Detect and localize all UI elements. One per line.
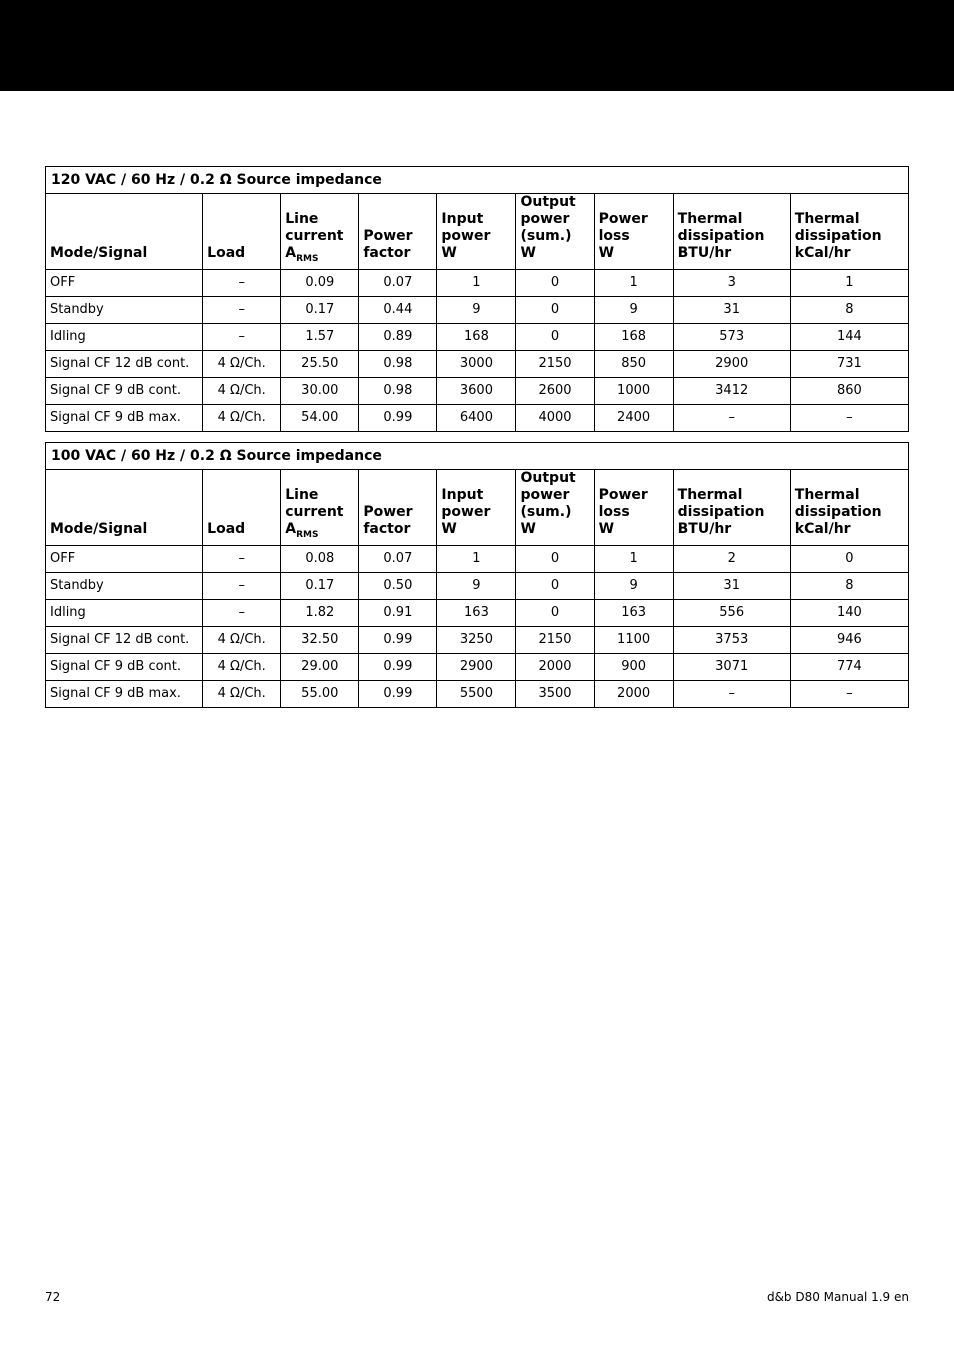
column-header-input-power [437, 194, 516, 270]
cell-power-loss: 168 [594, 324, 673, 351]
cell-line-current: 30.00 [281, 378, 359, 405]
cell-output-power: 0 [516, 546, 594, 573]
table-caption: 100 VAC / 60 Hz / 0.2 Ω Source impedance [46, 443, 909, 470]
column-header-label [678, 487, 786, 538]
column-header-label [207, 521, 276, 538]
cell-thermal-kcal: 140 [790, 600, 908, 627]
table-row [46, 378, 909, 405]
column-header-text: Power factor [363, 228, 413, 261]
cell-power-loss: 2000 [594, 681, 673, 708]
cell-load: – [203, 573, 281, 600]
cell-input-power: 1 [437, 546, 516, 573]
cell-load: 4 Ω/Ch. [203, 378, 281, 405]
cell-input-power: 163 [437, 600, 516, 627]
cell-load: – [203, 324, 281, 351]
cell-mode: Idling [46, 324, 203, 351]
cell-thermal-btu: 3 [673, 270, 790, 297]
cell-output-power: 3500 [516, 681, 594, 708]
cell-load: – [203, 600, 281, 627]
cell-line-current: 29.00 [281, 654, 359, 681]
table-row [46, 600, 909, 627]
cell-input-power: 3000 [437, 351, 516, 378]
cell-power-factor: 0.50 [359, 573, 437, 600]
column-header-text: Load [207, 521, 246, 537]
cell-input-power: 2900 [437, 654, 516, 681]
cell-thermal-btu: 3753 [673, 627, 790, 654]
cell-load: 4 Ω/Ch. [203, 627, 281, 654]
column-header-load [203, 470, 281, 546]
column-header-text: Mode/Signal [50, 521, 148, 537]
cell-line-current: 0.09 [281, 270, 359, 297]
cell-line-current: 32.50 [281, 627, 359, 654]
page-number: 72 [45, 1290, 61, 1304]
cell-input-power: 3250 [437, 627, 516, 654]
cell-line-current: 0.17 [281, 297, 359, 324]
column-header-subscript: RMS [296, 253, 319, 264]
cell-load: 4 Ω/Ch. [203, 405, 281, 432]
cell-thermal-kcal: 8 [790, 297, 908, 324]
column-header-label [795, 487, 904, 538]
cell-mode: Signal CF 9 dB cont. [46, 378, 203, 405]
column-header-label [363, 228, 432, 262]
cell-power-factor: 0.99 [359, 627, 437, 654]
cell-mode: Signal CF 9 dB max. [46, 405, 203, 432]
cell-input-power: 6400 [437, 405, 516, 432]
column-header-load [203, 194, 281, 270]
column-header-subscript: RMS [296, 529, 319, 540]
cell-power-loss: 1000 [594, 378, 673, 405]
column-header-text: Power loss W [598, 487, 648, 537]
document-title: d&b D80 Manual 1.9 en [766, 1290, 909, 1304]
cell-load: 4 Ω/Ch. [203, 351, 281, 378]
cell-power-factor: 0.07 [359, 270, 437, 297]
column-header-text: Input power W [441, 487, 491, 537]
cell-thermal-kcal: – [790, 681, 908, 708]
power-table-1 [45, 166, 909, 432]
cell-output-power: 0 [516, 297, 594, 324]
cell-mode: Signal CF 9 dB cont. [46, 654, 203, 681]
cell-power-loss: 163 [594, 600, 673, 627]
cell-thermal-kcal: 144 [790, 324, 908, 351]
cell-power-factor: 0.98 [359, 351, 437, 378]
cell-power-loss: 2400 [594, 405, 673, 432]
column-header-mode [46, 194, 203, 270]
cell-thermal-kcal: 946 [790, 627, 908, 654]
cell-load: – [203, 546, 281, 573]
cell-thermal-kcal: 731 [790, 351, 908, 378]
cell-output-power: 0 [516, 324, 594, 351]
table-row [46, 681, 909, 708]
cell-thermal-btu: – [673, 681, 790, 708]
cell-input-power: 9 [437, 297, 516, 324]
cell-mode: Idling [46, 600, 203, 627]
column-header-thermal-btu [673, 194, 790, 270]
cell-mode: Standby [46, 297, 203, 324]
column-header-label [50, 245, 198, 262]
cell-mode: OFF [46, 546, 203, 573]
column-header-text: Output power (sum.) W [520, 194, 576, 261]
cell-line-current: 1.57 [281, 324, 359, 351]
column-header-text: Mode/Signal [50, 245, 148, 261]
cell-thermal-kcal: – [790, 405, 908, 432]
cell-output-power: 2600 [516, 378, 594, 405]
cell-thermal-btu: 2 [673, 546, 790, 573]
cell-line-current: 54.00 [281, 405, 359, 432]
cell-power-factor: 0.98 [359, 378, 437, 405]
cell-thermal-btu: 3412 [673, 378, 790, 405]
cell-power-loss: 900 [594, 654, 673, 681]
column-header-label [599, 211, 669, 262]
column-header-thermal-kcal [790, 194, 908, 270]
cell-output-power: 0 [516, 600, 594, 627]
cell-input-power: 9 [437, 573, 516, 600]
cell-line-current: 25.50 [281, 351, 359, 378]
column-header-text: Load [207, 245, 246, 261]
column-header-text: Thermal dissipation BTU/hr [677, 487, 765, 537]
column-header-text: Thermal dissipation BTU/hr [677, 211, 765, 261]
column-header-line-current [281, 194, 359, 270]
table-row [46, 405, 909, 432]
column-header-text: Thermal dissipation kCal/hr [794, 211, 882, 261]
column-header-label [441, 487, 511, 538]
cell-mode: Standby [46, 573, 203, 600]
cell-thermal-btu: – [673, 405, 790, 432]
column-header-text: Output power (sum.) W [520, 470, 576, 537]
cell-mode: OFF [46, 270, 203, 297]
header-bar [0, 0, 954, 91]
column-header-label [795, 211, 904, 262]
column-header-text: Line current A [285, 487, 344, 537]
column-header-input-power [437, 470, 516, 546]
column-header-power-loss [594, 194, 673, 270]
column-header-mode [46, 470, 203, 546]
column-header-text: Line current A [285, 211, 344, 261]
table-row [46, 654, 909, 681]
cell-input-power: 3600 [437, 378, 516, 405]
cell-thermal-btu: 31 [673, 297, 790, 324]
cell-output-power: 2000 [516, 654, 594, 681]
cell-power-factor: 0.99 [359, 405, 437, 432]
cell-output-power: 2150 [516, 627, 594, 654]
cell-power-factor: 0.99 [359, 681, 437, 708]
column-header-power-factor [359, 470, 437, 546]
cell-thermal-kcal: 1 [790, 270, 908, 297]
cell-output-power: 0 [516, 270, 594, 297]
cell-thermal-kcal: 774 [790, 654, 908, 681]
cell-output-power: 0 [516, 573, 594, 600]
cell-power-factor: 0.99 [359, 654, 437, 681]
column-header-label [363, 504, 432, 538]
table-row [46, 546, 909, 573]
cell-input-power: 5500 [437, 681, 516, 708]
column-header-thermal-kcal [790, 470, 908, 546]
cell-power-loss: 850 [594, 351, 673, 378]
cell-thermal-btu: 573 [673, 324, 790, 351]
cell-line-current: 55.00 [281, 681, 359, 708]
column-header-label [520, 194, 589, 262]
power-table-2 [45, 442, 909, 708]
column-header-label [207, 245, 276, 262]
cell-input-power: 168 [437, 324, 516, 351]
cell-load: – [203, 270, 281, 297]
table-row [46, 324, 909, 351]
table-row [46, 627, 909, 654]
column-header-label [520, 470, 589, 538]
cell-power-loss: 1100 [594, 627, 673, 654]
cell-power-factor: 0.91 [359, 600, 437, 627]
cell-line-current: 0.08 [281, 546, 359, 573]
table-row [46, 297, 909, 324]
column-header-power-loss [594, 470, 673, 546]
cell-thermal-btu: 556 [673, 600, 790, 627]
column-header-text: Input power W [441, 211, 491, 261]
column-header-label [285, 211, 354, 262]
cell-thermal-kcal: 0 [790, 546, 908, 573]
cell-power-loss: 9 [594, 297, 673, 324]
cell-line-current: 1.82 [281, 600, 359, 627]
column-header-text: Power factor [363, 504, 413, 537]
cell-thermal-btu: 2900 [673, 351, 790, 378]
table-row [46, 270, 909, 297]
column-header-thermal-btu [673, 470, 790, 546]
cell-power-factor: 0.44 [359, 297, 437, 324]
table-row [46, 573, 909, 600]
column-header-output-power [516, 194, 594, 270]
table-caption: 120 VAC / 60 Hz / 0.2 Ω Source impedance [46, 167, 909, 194]
cell-line-current: 0.17 [281, 573, 359, 600]
cell-power-loss: 1 [594, 270, 673, 297]
column-header-label [599, 487, 669, 538]
cell-power-loss: 9 [594, 573, 673, 600]
cell-input-power: 1 [437, 270, 516, 297]
cell-output-power: 2150 [516, 351, 594, 378]
column-header-label [441, 211, 511, 262]
cell-load: 4 Ω/Ch. [203, 654, 281, 681]
cell-load: – [203, 297, 281, 324]
cell-thermal-kcal: 8 [790, 573, 908, 600]
cell-power-loss: 1 [594, 546, 673, 573]
column-header-text: Power loss W [598, 211, 648, 261]
column-header-label [285, 487, 354, 538]
column-header-line-current [281, 470, 359, 546]
column-header-label [678, 211, 786, 262]
cell-load: 4 Ω/Ch. [203, 681, 281, 708]
cell-thermal-btu: 3071 [673, 654, 790, 681]
column-header-output-power [516, 470, 594, 546]
cell-thermal-btu: 31 [673, 573, 790, 600]
cell-thermal-kcal: 860 [790, 378, 908, 405]
cell-mode: Signal CF 12 dB cont. [46, 351, 203, 378]
table-row [46, 351, 909, 378]
column-header-label [50, 521, 198, 538]
cell-power-factor: 0.07 [359, 546, 437, 573]
cell-mode: Signal CF 9 dB max. [46, 681, 203, 708]
cell-mode: Signal CF 12 dB cont. [46, 627, 203, 654]
cell-power-factor: 0.89 [359, 324, 437, 351]
cell-output-power: 4000 [516, 405, 594, 432]
column-header-text: Thermal dissipation kCal/hr [794, 487, 882, 537]
column-header-power-factor [359, 194, 437, 270]
